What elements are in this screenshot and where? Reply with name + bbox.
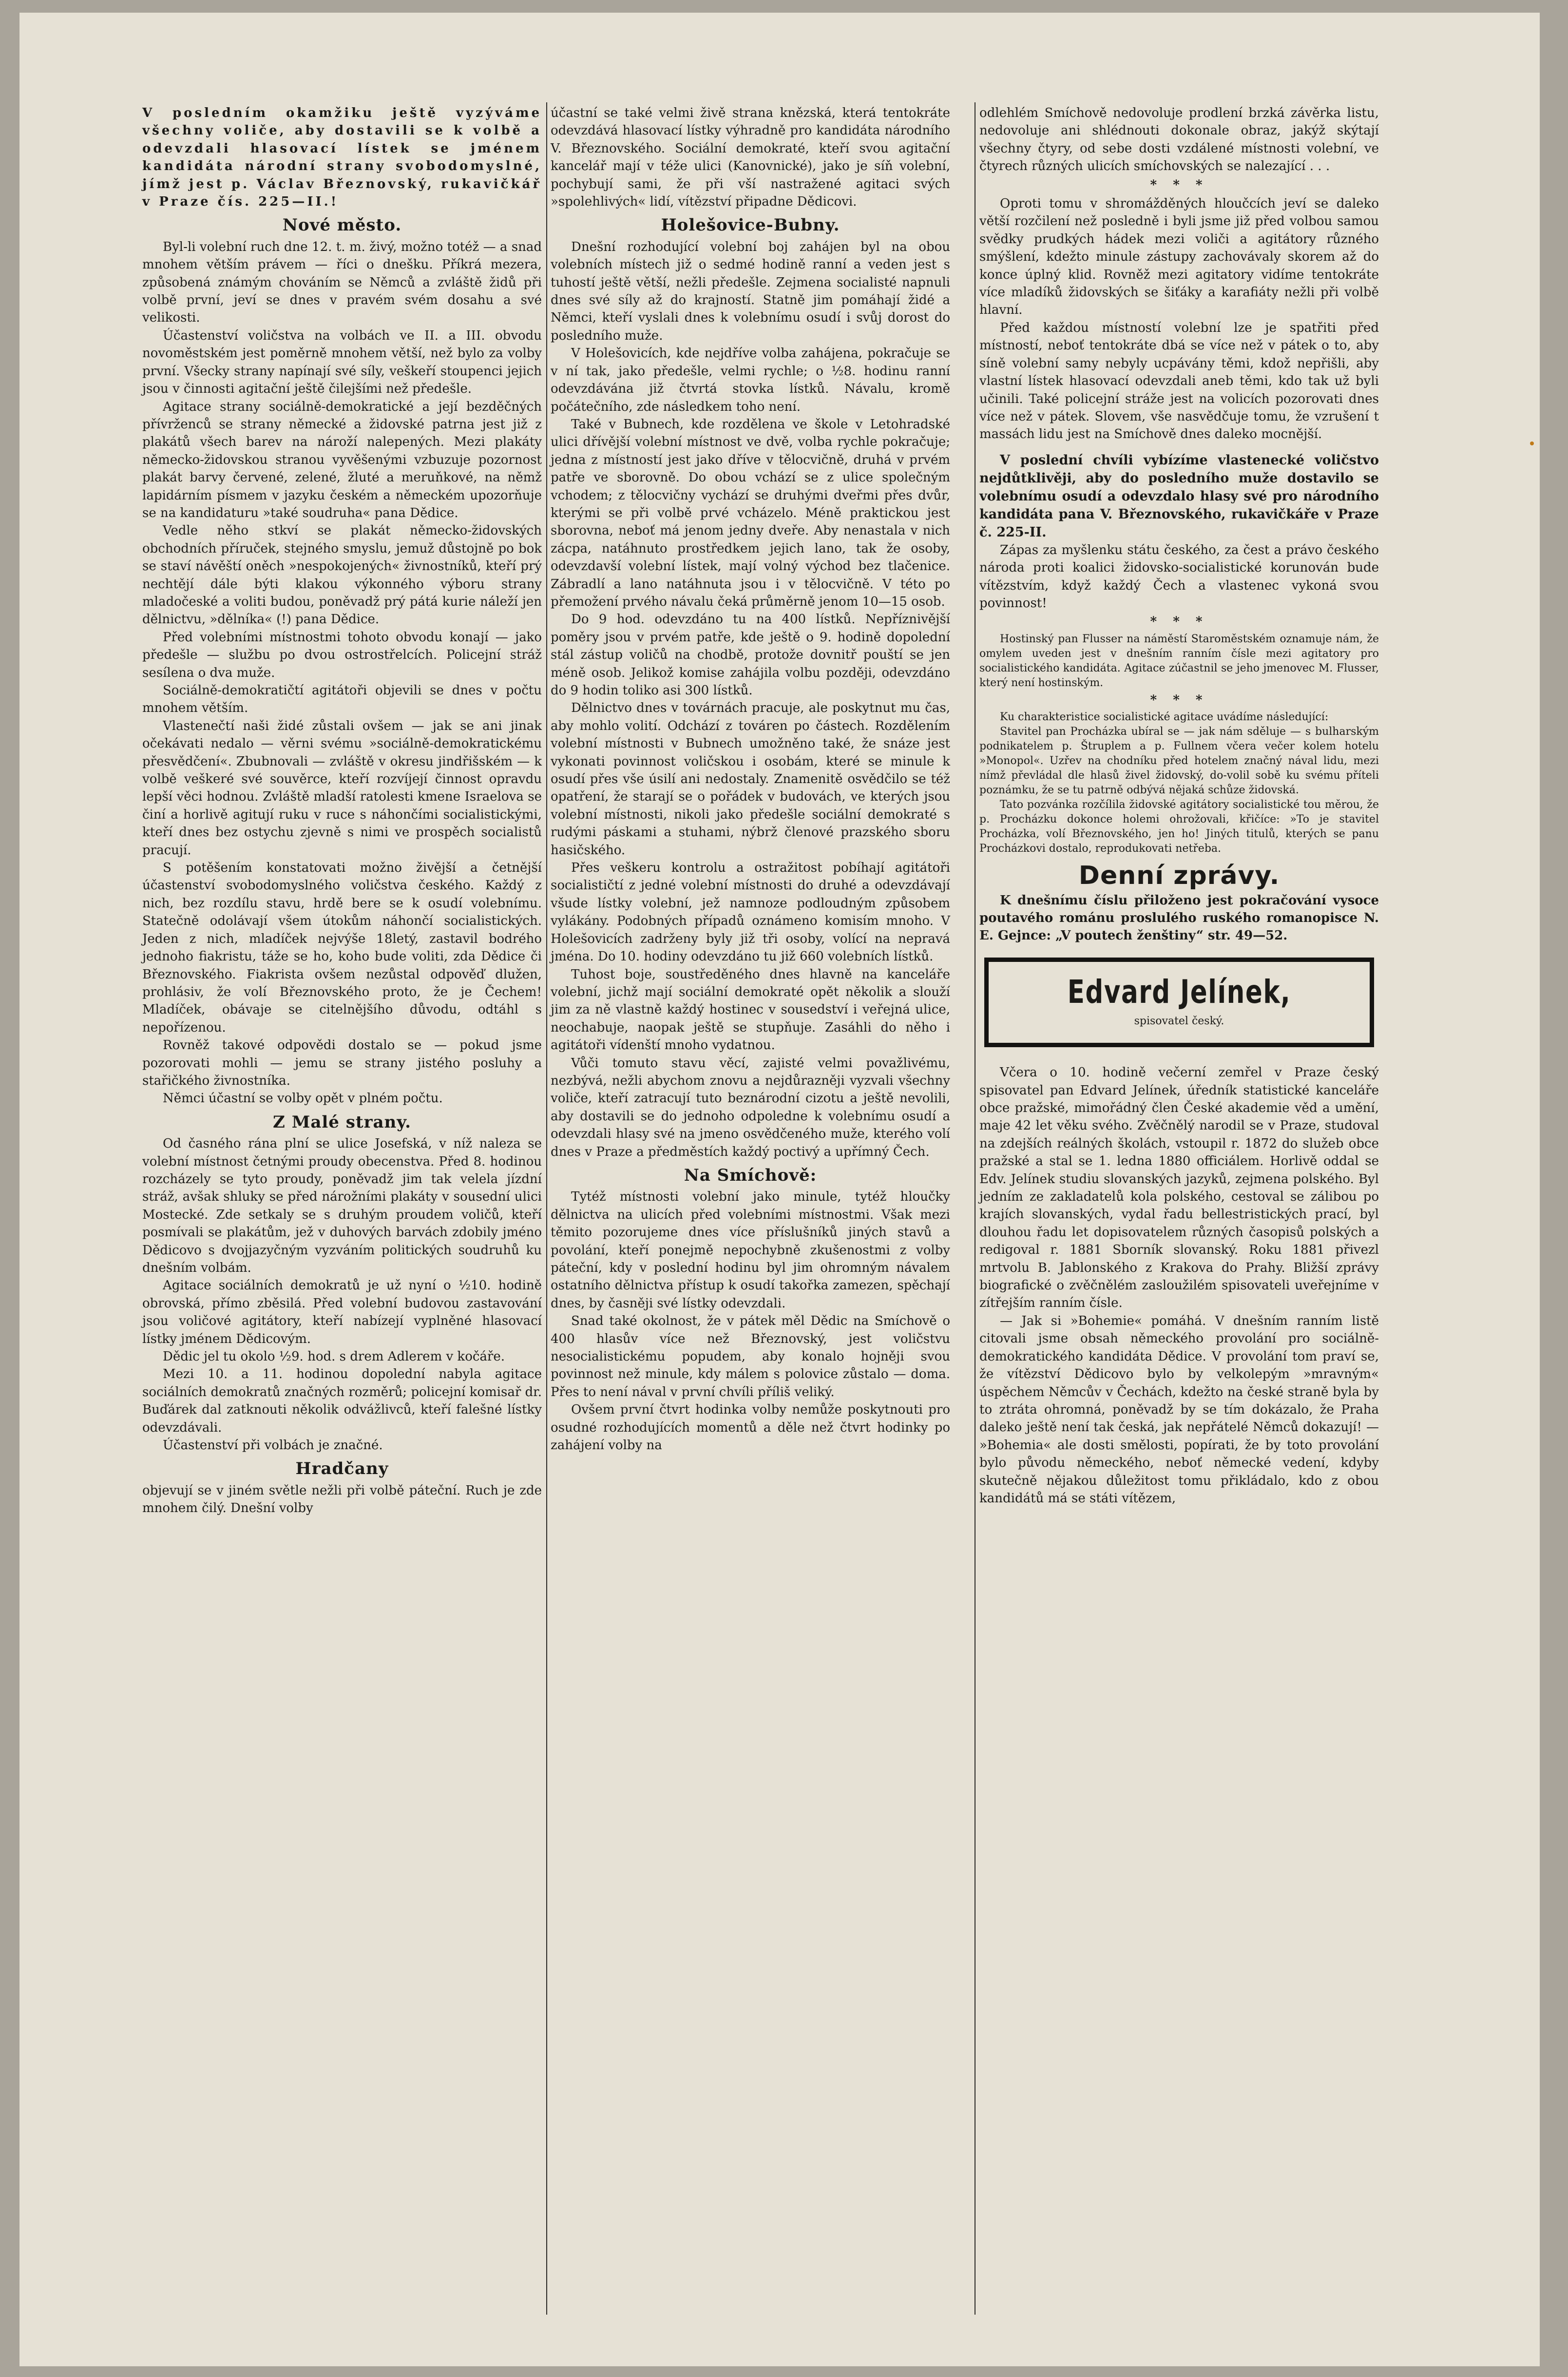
paragraph: objevují se v jiném světle nežli při volbě páteční. Ruch je zde mnohem čilý. Dnešní volby — [142, 1483, 542, 1516]
paragraph: Zápas za myšlenku státu českého, za čest a právo českého národa proti koalici židovsko-socialistické korunován bude vítězstvím, když každý Čech a vlastenec vykoná svou povinnost! — [979, 542, 1379, 611]
correction-notice: Hostinský pan Flusser na náměstí Staroměstském oznamuje nám, že omylem uveden jest v dnešním ranním čísle mezi agitatory pro socialistického kandidáta. Agitace zúčastnil se jeho jmenovec M. Flusser, který není hostinským. — [979, 633, 1379, 689]
paragraph: Před každou místností volební lze je spatřiti před místností, neboť tentokráte dbá se více než v pátek o to, aby síně volební samy nebyly ucpávány těmi, kdož nepřišli, aby vlastní lístek hlasovací odevzdali aneb těmi, kdo tak už byli učinili. Také policejní stráže jest na volicích pozorovati dnes více než v pátek. Slovem, vše nasvědčuje tomu, že vzrušení t massách lidu jest na Smíchově dnes daleko mocnější. — [979, 320, 1379, 442]
paragraph: Tuhost boje, soustředěného dnes hlavně na kanceláře volební, jichž mají sociální demokraté opět několik a slouží jim za ně vlastně každý hostinec v sousedství i veřejná ulice, neochabuje, naopak ještě se stupňuje. Zasáhli do něho i agitátoři vídenští mnoho vydatnou. — [551, 967, 950, 1053]
paragraph: V Holešovicích, kde nejdříve volba zahájena, pokračuje se v ní tak, jako předešle, velmi rychle; o ½8. hodinu ranní odevzdávána již čtvrtá stovka lístků. Návalu, kromě počátečního, zde následkem toho není. — [551, 346, 950, 414]
paragraph: Stavitel pan Procházka ubíral se — jak nám sděluje — s bulharským podnikatelem p. Štruplem a p. Fullnem včera večer kolem hotelu »Monopol«. Uzřev na chodníku před hotelem značný nával lidu, mezi nímž převládal dle hlasů živel židovský, do-volil sobě ku svému příteli poznámku, že se tu patrně odbývá nějaká schůze židovská. — [979, 726, 1379, 797]
paragraph: Vůči tomuto stavu věcí, zajisté velmi považlivému, nezbývá, nežli abychom znovu a nejdůrazněji vyzvali všechny voliče, kteří zatracují tuto beznárodní cizotu a ještě nevolili, aby dostavili se do jednoho odpoledne k volebnímu osudí a odevzdali hlasy své na jmeno osvědčeného muže, kterého volí dnes v Praze a předměstích každý poctivý a upřímný Čech. — [551, 1055, 950, 1159]
heading-smichov: Na Smíchově: — [684, 1165, 817, 1185]
paragraph: Mezi 10. a 11. hodinou dopolední nabyla agitace sociálních demokratů značných rozměrů; policejní komisař dr. Buďárek dal zatknouti několik odvážlivců, kteří falešné lístky odevzdávali. — [142, 1367, 542, 1435]
paragraph: Oproti tomu v shromážděných hloučcích jeví se daleko větší rozčilení než posledně i byli jsme již před volbou samou svědky prudkých hádek mezi voliči a agitátory různého smýšlení, kdežto minule zástupy zachovávaly skorem až do konce úplný klid. Rovněž mezi agitatory vidíme tentokráte více mladíků židovských se šiťáky a karafiáty nežli při volbě hlavní. — [979, 196, 1379, 318]
heading-denni-zpravy: Denní zprávy. — [1078, 861, 1280, 891]
column-1 — [142, 104, 542, 1517]
supplement-notice: K dnešnímu číslu přiloženo jest pokračování vysoce poutavého románu proslulého ruského romanopisce N. E. Gejnce: „V poutech ženštiny“ str. 49—52. — [979, 893, 1379, 943]
paragraph: Účastenství při volbách je značné. — [163, 1438, 383, 1453]
paragraph: Dělnictvo dnes v továrnách pracuje, ale poskytnut mu čas, aby mohlo volití. Odchází z továren po částech. Rozdělením volební místnosti v Bubnech umožněno také, že snáze jest vykonati povinnost voličskou i osobám, které se minule k osudí přes vše úsilí ani nedostaly. Znamenitě osvědčilo se též opatření, že starají se o pořádek v budovách, ve kterých jsou volební místnosti, nikoli jako předešle sociální demokraté s rudými páskami a stuhami, nýbrž členové prazského sboru hasičského. — [551, 701, 950, 858]
paragraph: Účastenství voličstva na volbách ve II. a III. obvodu novoměstském jest poměrně mnohem větší, než bylo za volby první. Všecky strany napínají své síly, veškeří stoupenci jejich jsou v činnosti agitační ještě čilejšími než předešle. — [142, 328, 542, 397]
heading-nove-mesto: Nové město. — [282, 215, 402, 235]
column-2 — [551, 104, 950, 1454]
obituary-role: spisovatel český. — [1134, 1015, 1224, 1027]
section-stars: * * * — [1150, 614, 1208, 630]
paragraph: Před volebními místnostmi tohoto obvodu konají — jako předešle — službu po dvou ostrostřelcích. Policejní stráž sesílena o dva muže. — [142, 630, 542, 680]
paragraph: S potěšením konstatovati možno živější a četnější účastenství svobodomyslného voličstva českého. Každý z nich, bez rozdílu stavu, hrdě bere se k osudí volebnímu. Statečně odolávají všem útokům náhončí socialistických. Jeden z nich, mladíček nejvýše 18letý, zastavil bodrého jednoho fiakristu, táže se ho, koho bude voliti, zda Dědice či Březnovského. Fiakrista ovšem nezůstal odpověď dlužen, prohlásiv, že volí Březnovského proto, že je Čechem! Mladíček, obávaje se citelnějšího důvodu, odtáhl s nepořízenou. — [142, 861, 542, 1035]
section-stars: * * * — [1150, 177, 1208, 192]
heading-mala-strana: Z Malé strany. — [273, 1112, 411, 1132]
paragraph: Dědic jel tu okolo ½9. hod. s drem Adlerem v kočáře. — [163, 1349, 505, 1364]
ink-smudge — [1530, 441, 1534, 445]
paragraph: účastní se také velmi živě strana knězská, která tentokráte odevzdává hlasovací lístky výhradně pro kandidáta národního V. Březnovského. Sociální demokraté, kteří svou agitační kancelář mají v téže ulici (Kanovnické), jako je síň volební, pochybují sami, že při vší nastražené agitaci svých »spolehlivých« lidí, vítězství připadne Dědicovi. — [551, 106, 950, 210]
paragraph: Vlastenečtí naši židé zůstali ovšem — jak se ani jinak očekávati nedalo — věrni svému »sociálně-demokratickému přesvědčení«. Zbubnovali — zvláště v okresu jindřišském — k volbě veškeré své souvěrce, kteří rozvíjejí činnost opravdu lepší věci hodnou. Zvláště mladší ratolesti kmene Israelova se činí a horlivě agitují ruku v ruce s náhončími socialistickými, kteří dnes bez ostychu zjevně s nimi ve prospěch socialistů pracují. — [142, 718, 542, 858]
final-appeal: V poslední chvíli vybízíme vlastenecké voličstvo nejdůtklivěji, aby do posledního muže dostavilo se volebnímu osudí a odevzdalo hlasy své pro národního kandidáta pana V. Březnovského, rukavičkáře v Praze č. 225-II. — [979, 452, 1379, 540]
paragraph: Němci účastní se volby opět v plném počtu. — [163, 1091, 443, 1106]
paragraph: Přes veškeru kontrolu a ostražitost pobíhají agitátoři socialističtí z jedné volební místnosti do druhé a odevzdávají všude lístky volební, jež namnoze podloudným způsobem vylákány. Podobných případů oznámeno komisím mnoho. V Holešovicích zadrženy byly již tři osoby, volící na nepravá jména. Do 10. hodiny odevzdáno tu již 660 volebních lístků. — [551, 861, 950, 964]
paragraph: — Jak si »Bohemie« pomáhá. V dnešním ranním listě citovali jsme obsah německého provolání pro sociálně-demokratického kandidáta Dědice. V provolání tom praví se, že vítězství Dědicovo bylo by velkolepým »mravným« úspěchem Němcův v Čechách, kdežto na české straně byla by to ztráta ohromná, poněvadž by se tím dokázalo, že Praha daleko ještě není tak česká, jak nepřátelé Němců dokazují! — »Bohemia« ale dosti smělosti, popírati, že by toto provolání bylo původu německého, neboť německé vedení, kdyby skutečně nějakou důležitost tomu přikládalo, kdo z obou kandidátů má se státi vítězem, — [979, 1313, 1379, 1506]
column-3 — [979, 104, 1379, 1507]
paragraph: Do 9 hod. odevzdáno tu na 400 lístků. Nepříznivější poměry jsou v prvém patře, kde ještě o 9. hodině dopolední stál zástup voličů na chodbě, protože dovnitř pouští se jen méně osob. Jelikož komise zahájila volbu později, odevzdáno do 9 hodin toliko asi 300 lístků. — [551, 612, 950, 698]
paragraph: Ku charakteristice socialistické agitace uvádíme následující: — [1000, 711, 1329, 724]
paragraph: Včera o 10. hodině večerní zemřel v Praze český spisovatel pan Edvard Jelínek, úředník statistické kanceláře obce pražské, mimořádný člen České akademie věd a umění, maje 42 let věku svého. Zvěčnělý narodil se v Praze, studoval na zdejších reálných školách, vstoupil r. 1872 do služeb obce pražské a stal se 1. ledna 1880 officiálem. Horlivě oddal se Edv. Jelínek studiu slovanských jazyků, zejmena polského. Byl jedním ze zakladatelů kola polského, cestoval se zálibou po krajích slovanských, vydal řadu bellestristických prací, byl dlouhou řadu let dopisovatelem různých časopisů polských a redigoval r. 1881 Sborník slovanský. Roku 1881 přivezl mrtvolu B. Jablonského z Krakova do Prahy. Bližší zprávy biografické o zvěčnělém zasloužilém spisovateli uveřejníme v zítřejším ranním čísle. — [979, 1065, 1379, 1311]
paragraph: Agitace sociálních demokratů je už nyní o ½10. hodině obrovská, přímo zběsilá. Před volební budovou zastavování jsou voličové agitátory, kteří nabízejí vyplněné hlasovací lístky jménem Dědicovým. — [142, 1278, 542, 1346]
paragraph: Tytéž místnosti volební jako minule, tytéž hloučky dělnictva na ulicích před volebními místnostmi. Však mezi těmito pozorujeme dnes více příslušníků jiných stavů a povolání, kteří ponejmě nepochybně zkušenostmi z volby páteční, kdy v poslední hodinu byl jim ohromným návalem ostatního dělnictva přístup k osudí takořka zamezen, spěchají dnes, by časněji své lístky odevzdali. — [551, 1189, 950, 1311]
paragraph: Byl-li volební ruch dne 12. t. m. živý, možno totéž — a snad mnohem větším právem — říci o dnešku. Příkrá mezera, způsobená známým chováním se Němců a zvláště židů při volbě první, jeví se dnes v pravém svém dosahu a své velikosti. — [142, 239, 542, 326]
heading-hradcany: Hradčany — [295, 1459, 389, 1479]
obituary-box — [984, 958, 1374, 1047]
paragraph: Tato pozvánka rozčílila židovské agitátory socialistické tou měrou, že p. Procházku dokonce holemi ohrožovali, křičíce: »To je stavitel Procházka, volí Březnovského, jen ho! Jiných titulů, kterých se panu Procházkovi dostalo, reprodukovati netřeba. — [979, 799, 1379, 855]
column-rule — [546, 102, 547, 2315]
paragraph: odlehlém Smíchově nedovoluje prodlení brzká závěrka listu, nedovoluje ani shlédnouti dokonale obraz, jakýž skýtají všechny čtyry, od sebe dosti vzdálené místnosti volební, ve čtyrech různých ulicích smíchovských se nalezající . . . — [979, 106, 1379, 174]
paragraph: Vedle něho stkví se plakát německo-židovských obchodních příruček, stejného smyslu, jemuž důstojně po bok se staví návěští oněch »nespokojených« živnostníků, kteří prý nechtějí dále býti klakou výkonného výboru strany mladočeské a voliti budou, poněvadž prý pátá kurie náleží jen dělnictvu, »dělníka« (!) pana Dědice. — [142, 523, 542, 627]
heading-holesovice: Holešovice-Bubny. — [661, 215, 840, 235]
paragraph: Dnešní rozhodující volební boj zahájen byl na obou volebních místech již o sedmé hodině ranní a veden jest s tuhostí ještě větší, nežli předešle. Zejmena socialisté napnuli dnes své síly až do krajností. Statně jim pomáhají židé a Němci, kteří vyslali dnes k volebnímu osudí i svůj dorost do posledního muže. — [551, 239, 950, 343]
paragraph: Ovšem první čtvrt hodinka volby nemůže poskytnouti pro osudné rozhodujících momentů a děle než čtvrt hodinky po zahájení volby na — [551, 1402, 950, 1453]
paragraph: Agitace strany sociálně-demokratické a její bezděčných přívrženců se strany německé a židovské patrna jest již z plakátů všech barev na nároží nalepených. Mezi plakáty německo-židovskou stranou vyvěšenými vzbuzuje pozornost plakát barvy červené, zelené, žluté a meruňkové, na němž lapidárním písmem v jazyku českém a německém upozorňuje se na kandidaturu »také soudruha« pana Dědice. — [142, 399, 542, 520]
obituary-name: Edvard Jelínek, — [1067, 973, 1291, 1011]
lead-appeal: V posledním okamžiku ještě vyzýváme všechny voliče, aby dostavili se k volbě a odevzdali hlasovací lístek se jménem kandidáta národní strany svobodomyslné, jímž jest p. Václav Březnovský, rukavičkář v Praze čís. 225—II.! — [142, 106, 542, 210]
paragraph: Snad také okolnost, že v pátek měl Dědic na Smíchově o 400 hlasův více než Březnovský, jest voličstvu nesocialistickému popudem, aby konalo hojněji svou povinnost než minule, kdy málem s polovice zůstalo — doma. Přes to není nával v první chvíli příliš veliký. — [551, 1314, 950, 1399]
paragraph: Rovněž takové odpovědi dostalo se — pokud jsme pozorovati mohli — jemu se strany jistého posluhy a stařičkého živnostníka. — [142, 1038, 542, 1088]
section-stars: * * * — [1150, 692, 1208, 708]
paragraph: Sociálně-demokratičtí agitátoři objevili se dnes v počtu mnohem větším. — [142, 683, 542, 716]
paragraph: Také v Bubnech, kde rozdělena ve škole v Letohradské ulici dřívější volební místnost ve dvě, volba rychle pokračuje; jedna z místností jest jako dříve v tělocvičně, druhá v prvém patře ve sborovně. Do obou vchází se z ulice společným vchodem; z tělocvičny vychází se druhými dveřmi přes dvůr, kterými se při volbě prvé vcházelo. Méně praktickou jest sborovna, neboť má jenom jedny dveře. Aby nenastala v nich zácpa, natáhnuto prostředkem jejich lano, tak že osoby, odevzdavší volební lístek, mají volný východ bez tlačenice. Zábradlí a lano natáhnuta jsou i v tělocvičně. V této po přemožení prvého návalu čeká průměrně jenom 10—15 osob. — [551, 417, 950, 609]
paragraph: Od časného rána plní se ulice Josefská, v níž naleza se volební místnost četnými proudy obecenstva. Před 8. hodinou rozcházely se tyto proudy, poněvadž jim tak velela jízdní stráž, avšak shluky se před nárožními plakáty v sousední ulici Mostecké. Zde setkaly se s druhým proudem voličů, kteří posmívali se plakátům, jež v duhových barvách zdobily jméno Dědicovo s dvojjazyčným vyzváním politických soudruhů ku dnešním volbám. — [142, 1136, 542, 1275]
